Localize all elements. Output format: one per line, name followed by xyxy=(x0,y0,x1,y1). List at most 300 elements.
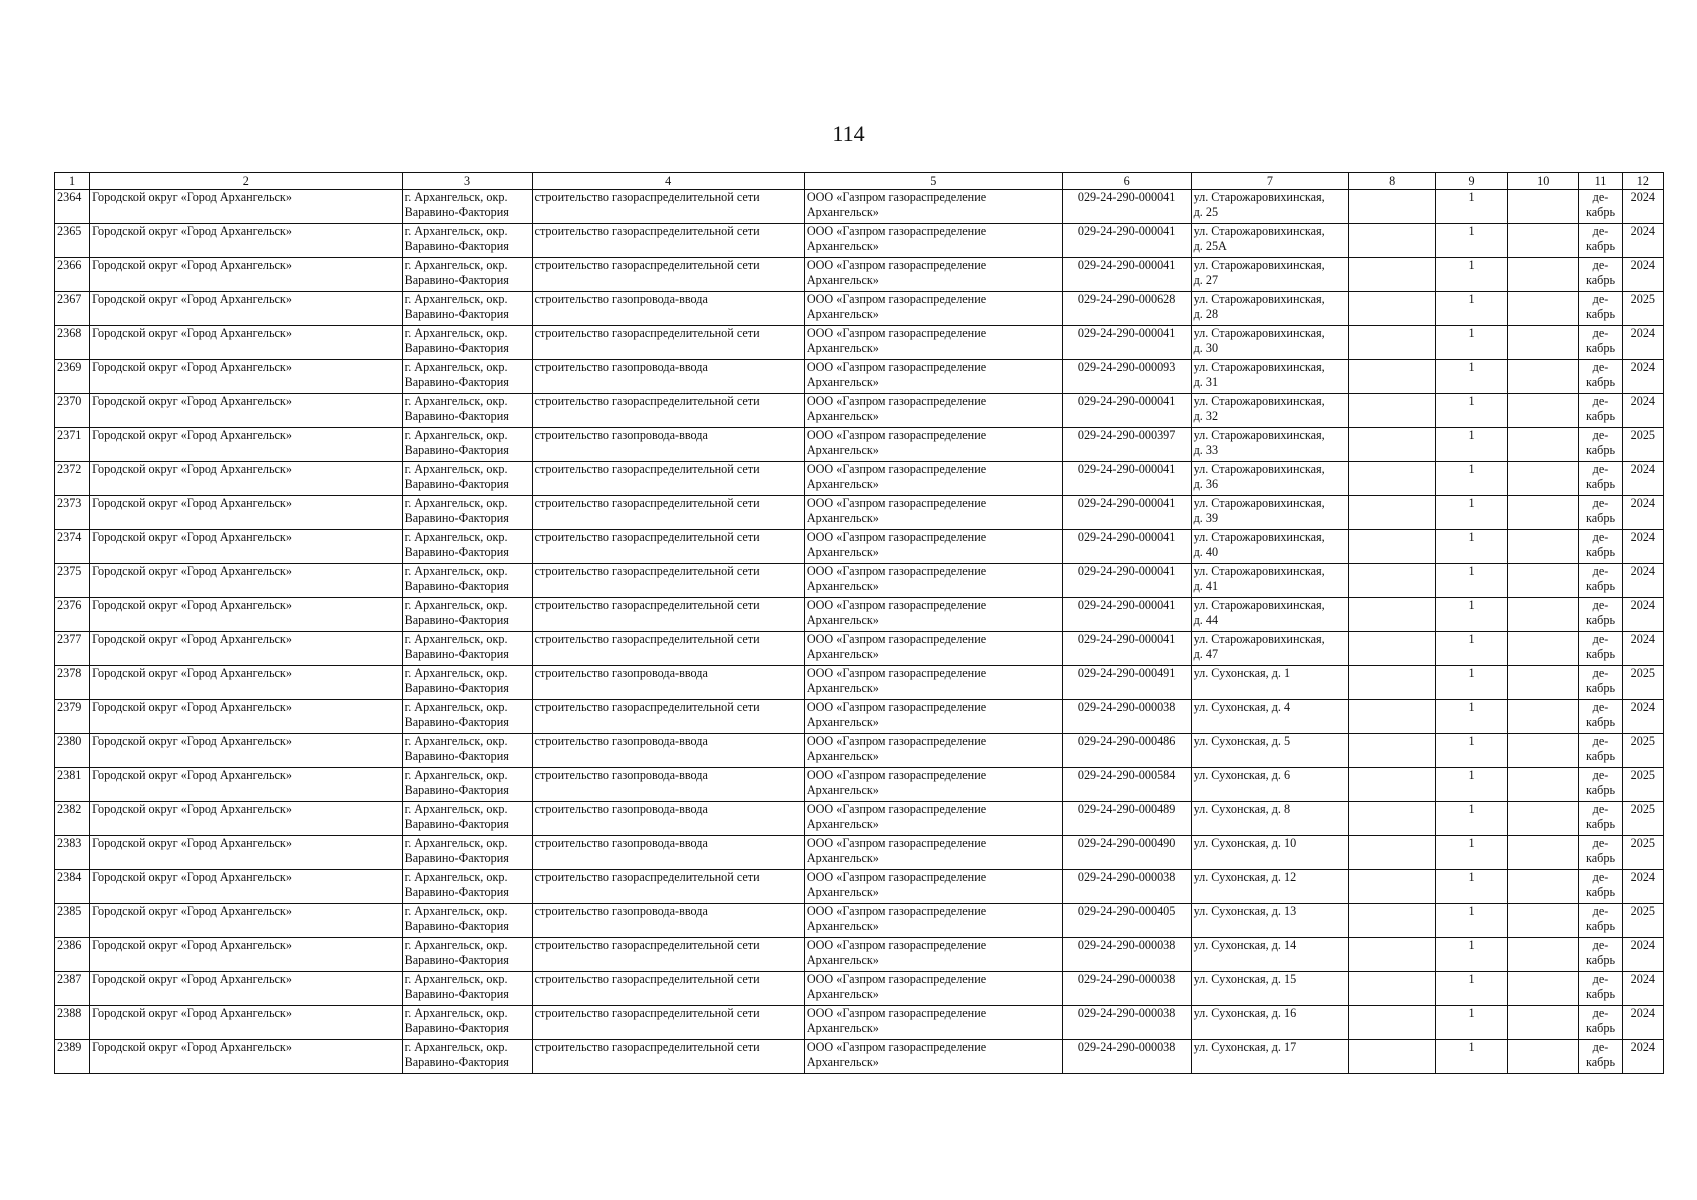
table-row xyxy=(55,700,1664,734)
cell-locality-lines xyxy=(405,394,530,424)
cell-work-type: строительство газораспределительной сети xyxy=(532,462,804,496)
cell-month xyxy=(1579,734,1622,768)
cell-organization xyxy=(804,360,1062,394)
cell-col-10 xyxy=(1508,598,1579,632)
cell-locality-line-1: г. Архангельск, окр. xyxy=(404,292,508,306)
cell-district: Городской округ «Город Архангельск» xyxy=(90,496,403,530)
cell-locality-line-1: г. Архангельск, окр. xyxy=(404,870,508,884)
cell-organization xyxy=(804,258,1062,292)
cell-code: 029-24-290-000038 xyxy=(1062,870,1191,904)
cell-number: 2383 xyxy=(55,836,90,870)
cell-locality-lines xyxy=(405,360,530,390)
cell-address-lines xyxy=(1194,904,1347,919)
cell-address xyxy=(1191,258,1349,292)
cell-organization-line-1: ООО «Газпром газораспределение xyxy=(806,564,987,578)
cell-organization-line-1: ООО «Газпром газораспределение xyxy=(806,190,987,204)
header-col-9: 9 xyxy=(1436,173,1508,190)
cell-quantity: 1 xyxy=(1436,904,1508,938)
cell-month-lines xyxy=(1581,428,1619,458)
cell-locality xyxy=(402,598,532,632)
cell-month-lines xyxy=(1581,1040,1619,1070)
cell-locality-lines xyxy=(405,904,530,934)
cell-month-line-2: кабрь xyxy=(1586,477,1615,491)
cell-month-line-1: де- xyxy=(1592,632,1609,646)
cell-organization-lines xyxy=(807,530,1060,560)
cell-year: 2024 xyxy=(1622,564,1663,598)
cell-month-line-1: де- xyxy=(1592,700,1609,714)
cell-locality-line-2: Варавино-Фактория xyxy=(404,1021,509,1035)
cell-year: 2025 xyxy=(1622,666,1663,700)
cell-number: 2364 xyxy=(55,190,90,224)
cell-organization xyxy=(804,972,1062,1006)
cell-month xyxy=(1579,938,1622,972)
cell-organization-line-2: Архангельск» xyxy=(806,545,879,559)
cell-locality-lines xyxy=(405,326,530,356)
cell-address-lines xyxy=(1194,768,1347,783)
cell-number: 2380 xyxy=(55,734,90,768)
table-body xyxy=(55,190,1664,1074)
cell-month-lines xyxy=(1581,802,1619,832)
cell-locality-line-1: г. Архангельск, окр. xyxy=(404,224,508,238)
cell-district: Городской округ «Город Архангельск» xyxy=(90,258,403,292)
cell-address xyxy=(1191,564,1349,598)
cell-number: 2385 xyxy=(55,904,90,938)
cell-district: Городской округ «Город Архангельск» xyxy=(90,190,403,224)
cell-address-lines xyxy=(1194,258,1347,288)
cell-col-8 xyxy=(1349,394,1436,428)
cell-col-8 xyxy=(1349,870,1436,904)
cell-organization xyxy=(804,428,1062,462)
cell-col-8 xyxy=(1349,632,1436,666)
cell-organization-line-2: Архангельск» xyxy=(806,375,879,389)
cell-locality-line-1: г. Архангельск, окр. xyxy=(404,462,508,476)
cell-col-8 xyxy=(1349,496,1436,530)
cell-number: 2373 xyxy=(55,496,90,530)
table-row xyxy=(55,292,1664,326)
cell-organization-line-1: ООО «Газпром газораспределение xyxy=(806,224,987,238)
cell-organization-lines xyxy=(807,632,1060,662)
cell-organization-lines xyxy=(807,190,1060,220)
table-row xyxy=(55,734,1664,768)
cell-district: Городской округ «Город Архангельск» xyxy=(90,870,403,904)
cell-district: Городской округ «Город Архангельск» xyxy=(90,224,403,258)
cell-locality-line-1: г. Архангельск, окр. xyxy=(404,394,508,408)
cell-organization-line-1: ООО «Газпром газораспределение xyxy=(806,836,987,850)
cell-address xyxy=(1191,802,1349,836)
cell-month-line-1: де- xyxy=(1592,598,1609,612)
cell-organization-line-2: Архангельск» xyxy=(806,477,879,491)
cell-organization-lines xyxy=(807,224,1060,254)
cell-locality-lines xyxy=(405,836,530,866)
cell-col-8 xyxy=(1349,428,1436,462)
cell-address-line-1: ул. Сухонская, д. 13 xyxy=(1193,904,1297,918)
cell-year: 2025 xyxy=(1622,428,1663,462)
cell-organization-line-2: Архангельск» xyxy=(806,749,879,763)
cell-locality xyxy=(402,836,532,870)
cell-col-8 xyxy=(1349,598,1436,632)
cell-quantity: 1 xyxy=(1436,870,1508,904)
cell-year: 2025 xyxy=(1622,836,1663,870)
cell-locality-line-2: Варавино-Фактория xyxy=(404,545,509,559)
cell-district: Городской округ «Город Архангельск» xyxy=(90,904,403,938)
cell-quantity: 1 xyxy=(1436,836,1508,870)
cell-address-line-1: ул. Сухонская, д. 15 xyxy=(1193,972,1297,986)
cell-work-type: строительство газопровода-ввода xyxy=(532,428,804,462)
cell-organization-line-2: Архангельск» xyxy=(806,987,879,1001)
cell-address-line-1: ул. Сухонская, д. 5 xyxy=(1193,734,1291,748)
cell-organization-line-2: Архангельск» xyxy=(806,205,879,219)
cell-address xyxy=(1191,904,1349,938)
cell-locality-line-2: Варавино-Фактория xyxy=(404,681,509,695)
cell-col-10 xyxy=(1508,462,1579,496)
cell-district: Городской округ «Город Архангельск» xyxy=(90,428,403,462)
cell-organization xyxy=(804,326,1062,360)
cell-locality xyxy=(402,938,532,972)
cell-locality-line-2: Варавино-Фактория xyxy=(404,749,509,763)
cell-organization-line-2: Архангельск» xyxy=(806,715,879,729)
cell-number: 2377 xyxy=(55,632,90,666)
cell-locality-lines xyxy=(405,666,530,696)
cell-address-line-1: ул. Старожаровихинская, xyxy=(1193,326,1325,340)
cell-col-10 xyxy=(1508,904,1579,938)
cell-quantity: 1 xyxy=(1436,938,1508,972)
cell-col-10 xyxy=(1508,768,1579,802)
cell-organization-line-1: ООО «Газпром газораспределение xyxy=(806,632,987,646)
cell-organization-line-1: ООО «Газпром газораспределение xyxy=(806,666,987,680)
cell-month-lines xyxy=(1581,700,1619,730)
cell-address-line-1: ул. Сухонская, д. 17 xyxy=(1193,1040,1297,1054)
cell-month-line-2: кабрь xyxy=(1586,681,1615,695)
cell-year: 2025 xyxy=(1622,904,1663,938)
cell-quantity: 1 xyxy=(1436,462,1508,496)
cell-work-type: строительство газораспределительной сети xyxy=(532,190,804,224)
cell-month-line-1: де- xyxy=(1592,1006,1609,1020)
cell-locality-lines xyxy=(405,1040,530,1070)
cell-col-10 xyxy=(1508,938,1579,972)
cell-year: 2024 xyxy=(1622,972,1663,1006)
cell-locality xyxy=(402,190,532,224)
cell-quantity: 1 xyxy=(1436,530,1508,564)
cell-month-line-2: кабрь xyxy=(1586,749,1615,763)
cell-col-10 xyxy=(1508,734,1579,768)
cell-year: 2025 xyxy=(1622,292,1663,326)
cell-work-type: строительство газораспределительной сети xyxy=(532,598,804,632)
cell-organization-lines xyxy=(807,326,1060,356)
cell-month-line-2: кабрь xyxy=(1586,579,1615,593)
cell-locality-line-1: г. Архангельск, окр. xyxy=(404,1040,508,1054)
cell-year: 2024 xyxy=(1622,190,1663,224)
cell-locality-lines xyxy=(405,258,530,288)
cell-locality-line-1: г. Архангельск, окр. xyxy=(404,190,508,204)
cell-district: Городской округ «Город Архангельск» xyxy=(90,326,403,360)
cell-address-line-1: ул. Сухонская, д. 1 xyxy=(1193,666,1291,680)
cell-address xyxy=(1191,190,1349,224)
cell-locality-line-1: г. Архангельск, окр. xyxy=(404,972,508,986)
cell-locality-line-1: г. Архангельск, окр. xyxy=(404,598,508,612)
cell-col-8 xyxy=(1349,190,1436,224)
cell-month xyxy=(1579,394,1622,428)
cell-work-type: строительство газораспределительной сети xyxy=(532,632,804,666)
cell-col-8 xyxy=(1349,530,1436,564)
cell-organization xyxy=(804,224,1062,258)
cell-organization-line-1: ООО «Газпром газораспределение xyxy=(806,938,987,952)
cell-year: 2024 xyxy=(1622,394,1663,428)
cell-code: 029-24-290-000041 xyxy=(1062,326,1191,360)
cell-month-lines xyxy=(1581,836,1619,866)
cell-month xyxy=(1579,360,1622,394)
cell-month-line-1: де- xyxy=(1592,768,1609,782)
cell-number: 2367 xyxy=(55,292,90,326)
header-col-3: 3 xyxy=(402,173,532,190)
cell-code: 029-24-290-000486 xyxy=(1062,734,1191,768)
cell-address-lines xyxy=(1194,802,1347,817)
cell-col-8 xyxy=(1349,836,1436,870)
cell-month-line-1: де- xyxy=(1592,292,1609,306)
cell-quantity: 1 xyxy=(1436,700,1508,734)
cell-month-lines xyxy=(1581,666,1619,696)
cell-address-lines xyxy=(1194,938,1347,953)
table-row xyxy=(55,1040,1664,1074)
cell-organization-lines xyxy=(807,1040,1060,1070)
cell-district: Городской округ «Город Архангельск» xyxy=(90,768,403,802)
cell-work-type: строительство газопровода-ввода xyxy=(532,666,804,700)
cell-organization-line-1: ООО «Газпром газораспределение xyxy=(806,904,987,918)
cell-month-line-1: де- xyxy=(1592,734,1609,748)
table-row xyxy=(55,666,1664,700)
cell-district: Городской округ «Город Архангельск» xyxy=(90,734,403,768)
cell-locality-lines xyxy=(405,802,530,832)
cell-col-8 xyxy=(1349,700,1436,734)
cell-code: 029-24-290-000584 xyxy=(1062,768,1191,802)
cell-quantity: 1 xyxy=(1436,972,1508,1006)
cell-number: 2389 xyxy=(55,1040,90,1074)
cell-quantity: 1 xyxy=(1436,394,1508,428)
cell-address-lines xyxy=(1194,530,1347,560)
cell-organization-line-2: Архангельск» xyxy=(806,681,879,695)
cell-organization xyxy=(804,292,1062,326)
cell-code: 029-24-290-000397 xyxy=(1062,428,1191,462)
cell-organization-lines xyxy=(807,258,1060,288)
cell-address-line-1: ул. Сухонская, д. 16 xyxy=(1193,1006,1297,1020)
cell-organization-line-1: ООО «Газпром газораспределение xyxy=(806,734,987,748)
cell-organization-line-2: Архангельск» xyxy=(806,1021,879,1035)
cell-col-10 xyxy=(1508,190,1579,224)
cell-organization-lines xyxy=(807,802,1060,832)
cell-organization-lines xyxy=(807,428,1060,458)
cell-col-8 xyxy=(1349,938,1436,972)
cell-work-type: строительство газораспределительной сети xyxy=(532,700,804,734)
cell-number: 2365 xyxy=(55,224,90,258)
cell-organization xyxy=(804,598,1062,632)
cell-col-8 xyxy=(1349,1040,1436,1074)
cell-locality xyxy=(402,360,532,394)
cell-address-line-2: д. 40 xyxy=(1193,545,1219,559)
cell-locality-lines xyxy=(405,972,530,1002)
cell-month-line-1: де- xyxy=(1592,326,1609,340)
cell-address-line-1: ул. Старожаровихинская, xyxy=(1193,462,1325,476)
cell-district: Городской округ «Город Архангельск» xyxy=(90,394,403,428)
cell-col-8 xyxy=(1349,666,1436,700)
cell-address-line-1: ул. Старожаровихинская, xyxy=(1193,564,1325,578)
cell-locality-line-2: Варавино-Фактория xyxy=(404,341,509,355)
cell-locality-line-1: г. Архангельск, окр. xyxy=(404,734,508,748)
cell-col-10 xyxy=(1508,632,1579,666)
cell-work-type: строительство газораспределительной сети xyxy=(532,326,804,360)
cell-month-line-2: кабрь xyxy=(1586,647,1615,661)
cell-address-line-2: д. 27 xyxy=(1193,273,1219,287)
cell-month-line-1: де- xyxy=(1592,870,1609,884)
cell-month-line-2: кабрь xyxy=(1586,341,1615,355)
table-row xyxy=(55,938,1664,972)
cell-organization xyxy=(804,700,1062,734)
cell-organization xyxy=(804,530,1062,564)
table-row xyxy=(55,360,1664,394)
cell-address xyxy=(1191,972,1349,1006)
cell-locality-line-2: Варавино-Фактория xyxy=(404,205,509,219)
cell-month xyxy=(1579,224,1622,258)
header-row xyxy=(55,173,1664,190)
cell-month-line-1: де- xyxy=(1592,564,1609,578)
cell-organization-line-1: ООО «Газпром газораспределение xyxy=(806,496,987,510)
cell-organization-line-1: ООО «Газпром газораспределение xyxy=(806,1040,987,1054)
cell-month-lines xyxy=(1581,1006,1619,1036)
cell-month-line-1: де- xyxy=(1592,530,1609,544)
cell-col-8 xyxy=(1349,292,1436,326)
cell-month-line-2: кабрь xyxy=(1586,545,1615,559)
cell-organization-line-2: Архангельск» xyxy=(806,579,879,593)
cell-address xyxy=(1191,598,1349,632)
cell-organization-line-1: ООО «Газпром газораспределение xyxy=(806,326,987,340)
cell-work-type: строительство газопровода-ввода xyxy=(532,904,804,938)
cell-month xyxy=(1579,666,1622,700)
table-row xyxy=(55,802,1664,836)
cell-organization-lines xyxy=(807,496,1060,526)
cell-code: 029-24-290-000041 xyxy=(1062,496,1191,530)
cell-month xyxy=(1579,292,1622,326)
cell-address xyxy=(1191,224,1349,258)
cell-month xyxy=(1579,598,1622,632)
cell-locality-line-2: Варавино-Фактория xyxy=(404,443,509,457)
cell-address xyxy=(1191,1040,1349,1074)
cell-quantity: 1 xyxy=(1436,326,1508,360)
cell-address-line-1: ул. Старожаровихинская, xyxy=(1193,632,1325,646)
cell-locality-lines xyxy=(405,190,530,220)
cell-address-lines xyxy=(1194,700,1347,715)
cell-locality-line-2: Варавино-Фактория xyxy=(404,477,509,491)
cell-year: 2024 xyxy=(1622,632,1663,666)
cell-month-lines xyxy=(1581,326,1619,356)
cell-locality-line-2: Варавино-Фактория xyxy=(404,579,509,593)
cell-organization-lines xyxy=(807,564,1060,594)
cell-organization-line-1: ООО «Газпром газораспределение xyxy=(806,394,987,408)
cell-month xyxy=(1579,564,1622,598)
cell-quantity: 1 xyxy=(1436,632,1508,666)
cell-month-line-1: де- xyxy=(1592,360,1609,374)
cell-district: Городской округ «Город Архангельск» xyxy=(90,632,403,666)
cell-organization-line-1: ООО «Газпром газораспределение xyxy=(806,462,987,476)
cell-address-lines xyxy=(1194,666,1347,681)
cell-district: Городской округ «Город Архангельск» xyxy=(90,666,403,700)
cell-month-line-1: де- xyxy=(1592,666,1609,680)
cell-address xyxy=(1191,768,1349,802)
cell-number: 2366 xyxy=(55,258,90,292)
cell-locality-line-1: г. Архангельск, окр. xyxy=(404,632,508,646)
cell-address-line-2: д. 32 xyxy=(1193,409,1219,423)
table-row xyxy=(55,326,1664,360)
cell-locality xyxy=(402,700,532,734)
cell-locality-line-1: г. Архангельск, окр. xyxy=(404,258,508,272)
gasification-table xyxy=(54,172,1664,1074)
cell-locality-lines xyxy=(405,768,530,798)
cell-year: 2024 xyxy=(1622,496,1663,530)
cell-month-line-1: де- xyxy=(1592,904,1609,918)
cell-number: 2372 xyxy=(55,462,90,496)
cell-locality xyxy=(402,802,532,836)
cell-code: 029-24-290-000041 xyxy=(1062,462,1191,496)
table-row xyxy=(55,190,1664,224)
cell-organization-line-1: ООО «Газпром газораспределение xyxy=(806,258,987,272)
cell-address-line-1: ул. Старожаровихинская, xyxy=(1193,598,1325,612)
cell-locality-line-2: Варавино-Фактория xyxy=(404,511,509,525)
cell-address xyxy=(1191,292,1349,326)
cell-month-line-2: кабрь xyxy=(1586,511,1615,525)
cell-address-line-2: д. 44 xyxy=(1193,613,1219,627)
cell-address xyxy=(1191,632,1349,666)
cell-district: Городской округ «Город Архангельск» xyxy=(90,530,403,564)
cell-col-10 xyxy=(1508,1006,1579,1040)
cell-locality-line-2: Варавино-Фактория xyxy=(404,851,509,865)
cell-locality-line-1: г. Архангельск, окр. xyxy=(404,768,508,782)
cell-month-line-1: де- xyxy=(1592,496,1609,510)
header-col-1: 1 xyxy=(55,173,90,190)
cell-quantity: 1 xyxy=(1436,802,1508,836)
cell-organization xyxy=(804,496,1062,530)
cell-month-line-2: кабрь xyxy=(1586,409,1615,423)
cell-year: 2024 xyxy=(1622,258,1663,292)
table-row xyxy=(55,1006,1664,1040)
cell-code: 029-24-290-000041 xyxy=(1062,224,1191,258)
cell-month-line-2: кабрь xyxy=(1586,1021,1615,1035)
cell-number: 2370 xyxy=(55,394,90,428)
cell-address-lines xyxy=(1194,292,1347,322)
cell-quantity: 1 xyxy=(1436,734,1508,768)
cell-address-line-2: д. 28 xyxy=(1193,307,1219,321)
cell-address-line-1: ул. Старожаровихинская, xyxy=(1193,258,1325,272)
cell-month xyxy=(1579,428,1622,462)
cell-number: 2376 xyxy=(55,598,90,632)
cell-locality-lines xyxy=(405,496,530,526)
cell-organization-line-2: Архангельск» xyxy=(806,817,879,831)
cell-number: 2384 xyxy=(55,870,90,904)
cell-number: 2382 xyxy=(55,802,90,836)
cell-organization-lines xyxy=(807,904,1060,934)
cell-work-type: строительство газораспределительной сети xyxy=(532,258,804,292)
cell-organization-lines xyxy=(807,734,1060,764)
cell-address-lines xyxy=(1194,496,1347,526)
cell-code: 029-24-290-000628 xyxy=(1062,292,1191,326)
cell-locality-line-1: г. Архангельск, окр. xyxy=(404,564,508,578)
cell-year: 2025 xyxy=(1622,802,1663,836)
cell-month xyxy=(1579,496,1622,530)
table-row xyxy=(55,394,1664,428)
cell-quantity: 1 xyxy=(1436,564,1508,598)
cell-organization-line-1: ООО «Газпром газораспределение xyxy=(806,428,987,442)
cell-month-line-1: де- xyxy=(1592,394,1609,408)
cell-address-line-1: ул. Сухонская, д. 6 xyxy=(1193,768,1291,782)
cell-organization-line-2: Архангельск» xyxy=(806,1055,879,1069)
cell-number: 2371 xyxy=(55,428,90,462)
cell-organization-line-1: ООО «Газпром газораспределение xyxy=(806,972,987,986)
